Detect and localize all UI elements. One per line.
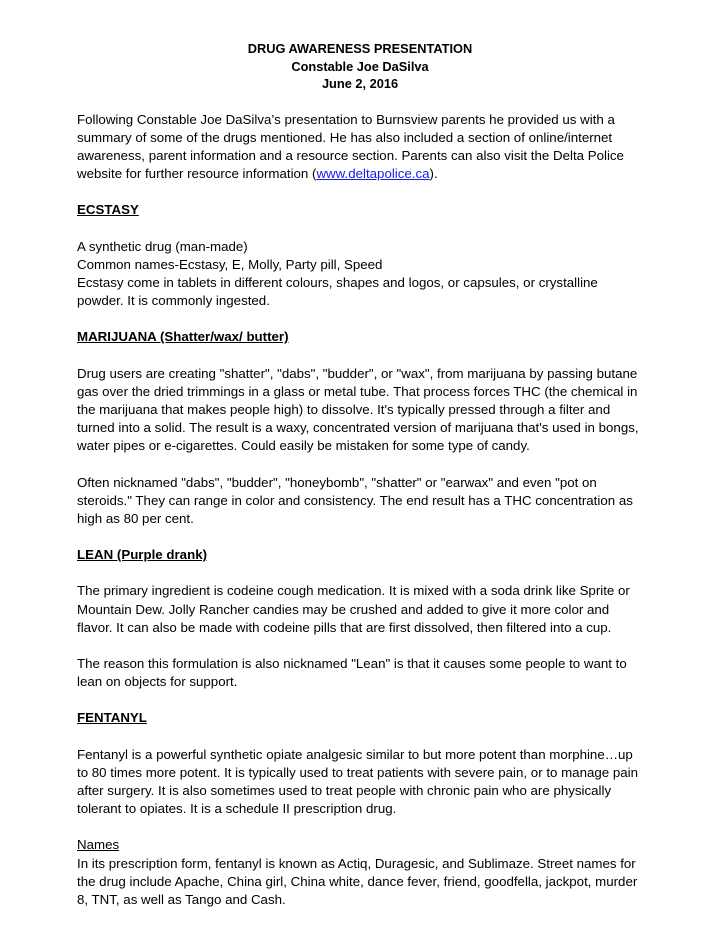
fentanyl-heading: FENTANYL xyxy=(77,710,147,726)
lean-heading: LEAN (Purple drank) xyxy=(77,547,208,563)
fentanyl-names-subheading: Names xyxy=(77,837,120,853)
fentanyl-names-text: In its prescription form, fentanyl is known as Actiq, Duragesic, and Sublimaze. Street names for the drug include Apache, China girl, China white, dance fever, friend, goodfella, jackpot, murder 8, TNT, as well as Tango and Cash. xyxy=(77,855,638,907)
ecstasy-heading: ECSTASY xyxy=(77,202,139,218)
presentation-date: June 2, 2016 xyxy=(321,76,399,91)
intro-text-end: ). xyxy=(429,166,438,182)
marijuana-paragraph-1: Drug users are creating "shatter", "dabs", "budder", or "wax", from marijuana by passing butane gas over the dried trimmings in a glass or metal tube. That process forces THC (the chemical in the marijuana that makes people high) to dissolve. It's typically pressed through a filter and turned into a solid. The result is a waxy, concentrated version of marijuana that's used in bongs, water pipes or e-cigarettes. Could easily be mistaken for some type of candy. xyxy=(77,365,639,454)
marijuana-paragraph-2: Often nicknamed "dabs", "budder", "honeybomb", "shatter" or "earwax" and even "pot on steroids." They can range in color and consistency. The end result has a THC concentration as high as 80 per cent. xyxy=(77,474,633,526)
fentanyl-paragraph-1: Fentanyl is a powerful synthetic opiate analgesic similar to but more potent than morphine…up to 80 times more potent. It is typically used to treat patients with severe pain, or to manage pain after surgery. It is also sometimes used to treat people with chronic pain who are physically tolerant to opiates. It is a schedule II prescription drug. xyxy=(77,746,638,817)
ecstasy-line-1: A synthetic drug (man-made) xyxy=(77,238,248,254)
presenter-name: Constable Joe DaSilva xyxy=(291,58,429,74)
document-page xyxy=(77,40,643,909)
lean-paragraph-2: The reason this formulation is also nicknamed "Lean" is that it causes some people to want to lean on objects for support. xyxy=(77,655,627,690)
intro-text: Following Constable Joe DaSilva’s presentation to Burnsview parents he provided us with a summary of some of the drugs mentioned. He has also included a section of online/internet awareness, parent information and a resource section. Parents can also visit the Delta Police website for further resource information ( xyxy=(77,111,624,182)
delta-police-link[interactable]: www.deltapolice.ca xyxy=(316,166,430,182)
document-title: DRUG AWARENESS PRESENTATION xyxy=(247,41,473,56)
document-header xyxy=(77,40,643,93)
marijuana-heading: MARIJUANA (Shatter/wax/ butter) xyxy=(77,329,289,345)
intro-paragraph xyxy=(77,111,643,184)
ecstasy-line-3: Ecstasy come in tablets in different colours, shapes and logos, or capsules, or crystalline powder. It is commonly ingested. xyxy=(77,274,598,309)
ecstasy-line-2: Common names-Ecstasy, E, Molly, Party pill, Speed xyxy=(77,256,383,272)
lean-paragraph-1: The primary ingredient is codeine cough medication. It is mixed with a soda drink like Sprite or Mountain Dew. Jolly Rancher candies may be crushed and added to give it more color and flavor. It can also be made with codeine pills that are first dissolved, then filtered into a cup. xyxy=(77,583,630,635)
